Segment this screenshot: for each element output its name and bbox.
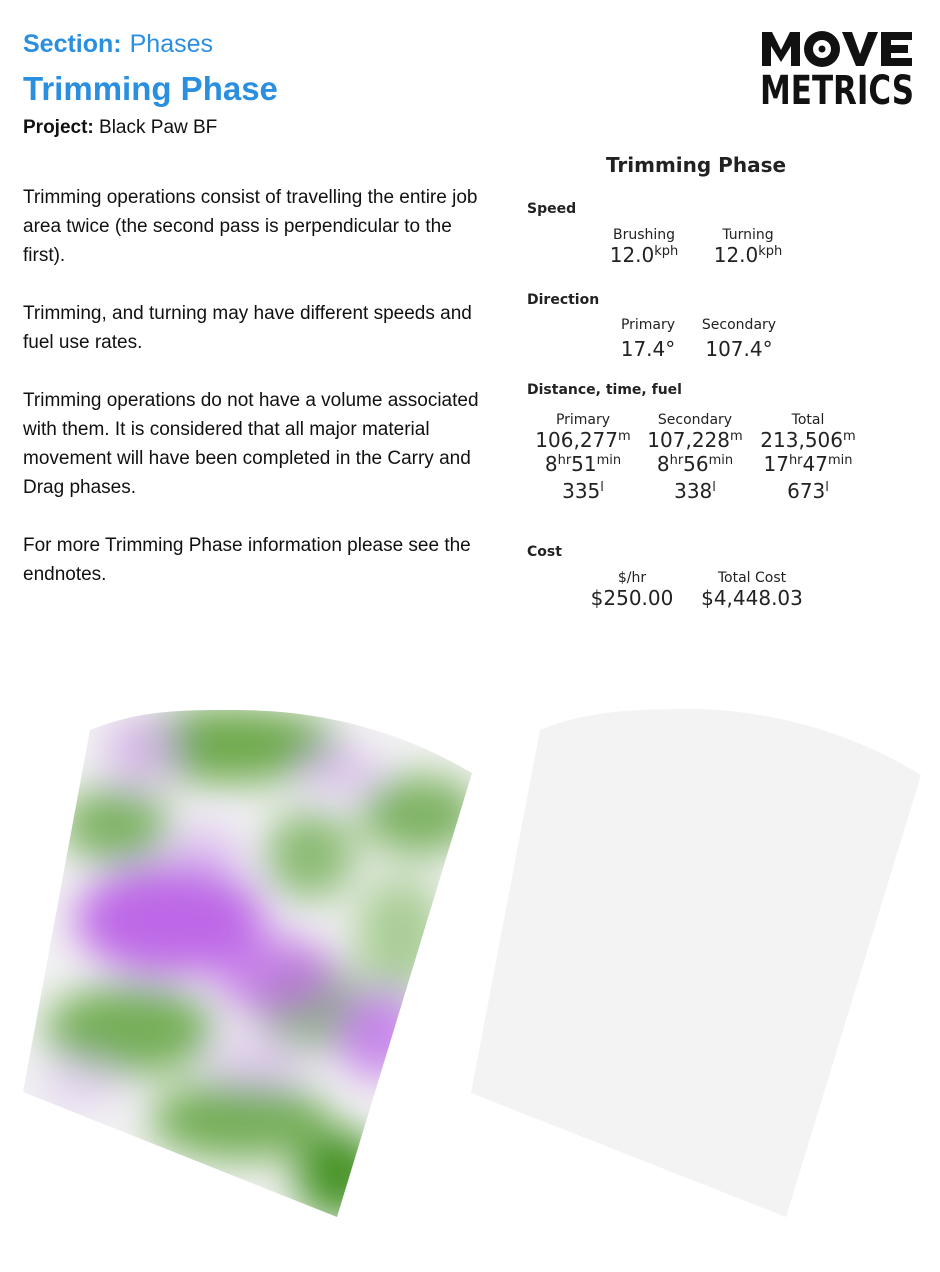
section-line [23,30,213,59]
dtf-primary-column [528,412,638,503]
section-value: Phases [129,30,214,58]
dtf-secondary-column [640,412,750,503]
dtf-primary-distance: 106,277$^m$ [535,428,631,452]
direction-heading: Direction [527,292,600,308]
secondary-value: 107.4° [705,337,773,361]
direction-secondary [692,317,786,361]
dtf-secondary-time: $8^{hr}56^{min}$ [656,452,734,476]
cost-rate [582,570,682,610]
speed-turning [704,227,792,267]
brushing-label: Brushing [612,227,676,243]
svg-text:METRICS: METRICS [760,68,914,114]
description [23,183,483,618]
rate-label: $/hr [617,570,647,586]
direction-primary [602,317,694,361]
dtf-secondary-label: Secondary [657,412,733,428]
dtf-total-distance: 213,506$^m$ [760,428,856,452]
cost-heading: Cost [527,544,562,560]
section-label: Section: [23,30,122,58]
primary-value: 17.4° [620,337,676,361]
dtf-secondary-distance: 107,228$^m$ [647,428,743,452]
total-cost-value: $4,448.03 [701,586,803,610]
page-title: Trimming Phase [23,70,278,107]
move-metrics-logo [760,28,916,114]
secondary-label: Secondary [701,317,777,333]
primary-label: Primary [620,317,676,333]
dtf-total-fuel: 673$^l$ [787,479,829,503]
panel-title: Trimming Phase [605,153,787,177]
speed-heading: Speed [527,201,577,217]
project-value: Black Paw BF [99,117,218,138]
paragraph: Trimming, and turning may have different speeds and fuel use rates. [23,303,472,353]
dtf-total-column [753,412,863,503]
rate-value: $250.00 [590,586,674,610]
cost-total [692,570,812,610]
trimming-heat-map [20,705,475,1220]
dtf-total-label: Total [791,412,825,428]
dtf-primary-label: Primary [555,412,611,428]
total-cost-label: Total Cost [717,570,787,586]
speed-brushing [600,227,688,267]
project-line [23,117,217,139]
brushing-value: $12.0^{kph}$ [609,243,679,267]
paragraph: Trimming operations consist of travelling the entire job area twice (the second pass is perpendicular to the first). [23,187,478,266]
paragraph: Trimming operations do not have a volume associated with them. It is considered that all major material movement will have been completed in the Carry and Drag phases. [23,390,479,498]
dtf-heading: Distance, time, fuel [527,382,682,398]
dtf-total-time: $17^{hr}47^{min}$ [763,452,853,476]
paragraph: For more Trimming Phase information please see the endnotes. [23,535,471,585]
turning-label: Turning [722,227,774,243]
job-area-map [468,705,924,1220]
dtf-primary-fuel: 335$^l$ [562,479,604,503]
dtf-secondary-fuel: 338$^l$ [674,479,716,503]
turning-value: $12.0^{kph}$ [713,243,783,267]
dtf-primary-time: $8^{hr}51^{min}$ [544,452,622,476]
project-label: Project: [23,117,94,138]
